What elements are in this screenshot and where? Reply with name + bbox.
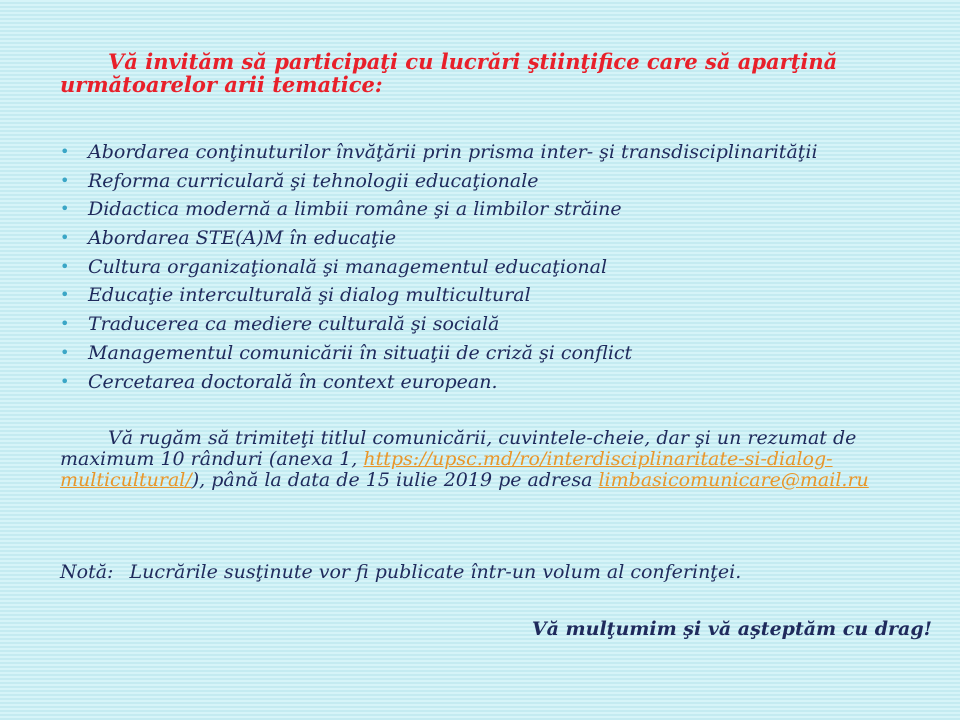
topic-item: [60, 253, 920, 282]
topic-item: [60, 281, 920, 310]
bullet-icon: •: [60, 371, 70, 391]
topic-text: Cultura organizaţională şi managementul educaţional: [88, 255, 608, 278]
publication-note: [60, 560, 920, 584]
bullet-icon: •: [60, 228, 70, 248]
topic-item: [60, 368, 920, 397]
bullet-icon: •: [60, 170, 70, 190]
bullet-icon: •: [60, 342, 70, 362]
bullet-icon: •: [60, 285, 70, 305]
note-label: Notă:: [60, 561, 114, 583]
annex-link[interactable]: https://upsc.md/ro/interdisciplinaritate-si-dialog-multicultural/: [60, 448, 833, 491]
topic-item: [60, 339, 920, 368]
request-text-middle: ), până la data de 15 iulie 2019 pe adresa: [191, 469, 599, 491]
topic-item: [60, 138, 920, 167]
topic-text: Educaţie interculturală şi dialog multicultural: [88, 284, 531, 307]
topic-item: [60, 195, 920, 224]
bullet-icon: •: [60, 142, 70, 161]
topic-list: [60, 138, 920, 396]
topic-text: Cercetarea doctorală în context european.: [88, 370, 498, 393]
topic-text: Abordarea conţinuturilor învăţării prin prisma inter- şi transdisciplinarităţii: [88, 141, 818, 163]
topic-item: [60, 310, 920, 339]
bullet-icon: •: [60, 256, 70, 276]
bullet-icon: •: [60, 199, 70, 219]
bullet-icon: •: [60, 314, 70, 334]
submission-request: [60, 428, 920, 491]
note-text: Lucrările susţinute vor fi publicate într-un volum al conferinţei.: [129, 561, 742, 583]
request-text-start: Vă rugăm să trimiteţi titlul comunicării, cuvintele-cheie, dar şi un rezumat de maximum 10 rânduri (anexa 1,: [60, 427, 857, 470]
topic-text: Traducerea ca mediere culturală şi socială: [88, 313, 500, 336]
email-link[interactable]: limbasicomunicare@mail.ru: [598, 469, 869, 491]
topic-item: [60, 167, 920, 196]
topic-text: Managementul comunicării în situaţii de criză şi conflict: [88, 341, 633, 364]
topic-text: Didactica modernă a limbii române şi a limbilor străine: [88, 198, 622, 221]
topic-text: Abordarea STE(A)M în educaţie: [88, 227, 397, 250]
closing-message: Vă mulţumim şi vă aşteptăm cu drag!: [531, 618, 932, 640]
invitation-heading: Vă invităm să participaţi cu lucrări ştiinţifice care să aparţină următoarelor arii tematice:: [60, 49, 838, 97]
topic-item: [60, 224, 920, 253]
topic-text: Reforma curriculară şi tehnologii educaţionale: [88, 169, 539, 192]
